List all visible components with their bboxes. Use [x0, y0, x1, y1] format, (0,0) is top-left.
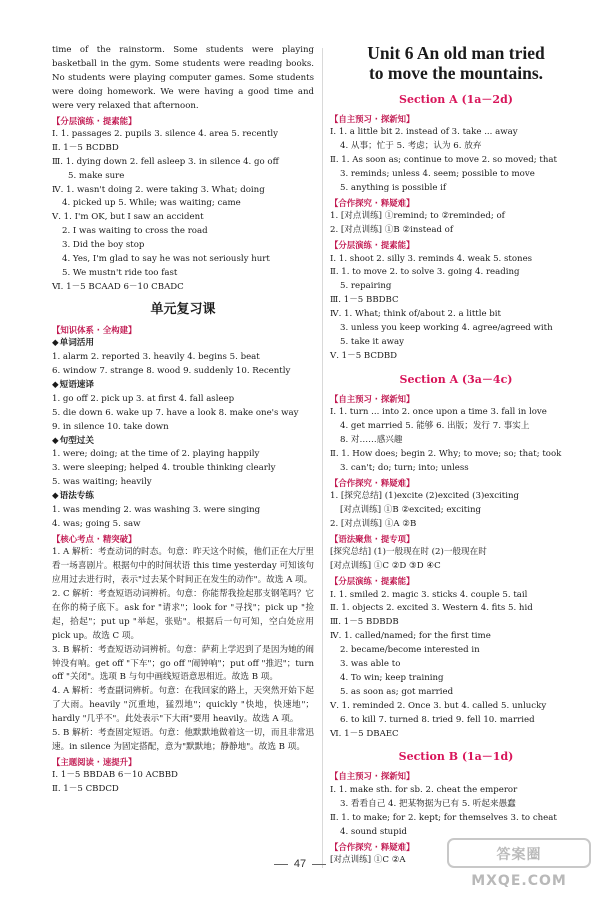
answer-line: 5. repairing [340, 281, 392, 292]
answer-line: 8. 对……感兴趣 [340, 435, 403, 446]
answer-line: 4. was; going 5. saw [52, 519, 141, 529]
answer-line: Ⅳ. 1. wasn't doing 2. were taking 3. What; doing [52, 184, 265, 195]
answer-line: 2. I was waiting to cross the road [62, 226, 208, 237]
answer-line: 3. reminds; unless 4. seem; possible to move [340, 169, 535, 180]
answer-line: 5. as soon as; got married [340, 686, 454, 697]
answer-line: 1. [探究总结] (1)excite (2)excited (3)exciting [330, 491, 520, 502]
answer-line: 1. [对点训练] ①remind; to ②reminded; of [330, 211, 505, 222]
answer-line: Ⅰ. 1. make sth. for sb. 2. cheat the emperor [330, 784, 518, 795]
answer-line: 4. picked up 5. While; was waiting; came [62, 198, 241, 209]
answer-line: [对点训练] ①C ②D ③D ④C [330, 561, 441, 572]
answer-line: 2. [对点训练] ①B ②instead of [330, 225, 454, 236]
unit-title-line2: to move the mountains. [368, 63, 544, 83]
subheading-text: 句型过关 [59, 435, 94, 446]
answer-line: Ⅳ. 1. What; think of/about 2. a little bit [330, 309, 501, 320]
answer-line: 3. were sleeping; helped 4. trouble thinking clearly [52, 463, 276, 474]
answer-line: 5. anything is possible if [340, 183, 447, 194]
section-tag: 【合作探究 · 释疑难】 [330, 841, 415, 852]
subheading-text: 短语速译 [59, 379, 94, 390]
answer-line: 2. became/become interested in [340, 645, 480, 656]
section-tag: 【分层演练 · 提素能】 [52, 115, 137, 126]
watermark-text: MXQE.COM [471, 873, 567, 889]
section-tag: 【分层演练 · 提素能】 [330, 240, 415, 251]
answer-line: 5. make sure [68, 170, 125, 181]
paragraph: 2. C 解析：考查短语动词辨析。句意：你能帮我捡起那支钢笔吗？它在你的椅子底下。ask for "请求"；look for "寻找"；pick up "捡起，拾起"；put up "举起，张贴"。根据后一句可知，空白处应用 pick up。故选 C 项。 [52, 589, 314, 641]
answer-line: 2. [对点训练] ①A ②B [330, 518, 417, 529]
answer-line: 4. 从事；忙于 5. 考虑；认为 6. 放弃 [340, 141, 482, 152]
answer-line: 3. unless you keep working 4. agree/agreed with [340, 323, 553, 334]
subheading [52, 490, 314, 504]
answer-line: Ⅵ. 1－5 BCAAD 6－10 CBADC [52, 281, 184, 292]
section-tag: 【自主预习 · 探新知】 [330, 771, 415, 782]
section-heading: Section B (1a－1d) [398, 750, 514, 764]
answer-line: 4. To win; keep training [340, 672, 444, 683]
watermark-logo [444, 833, 594, 893]
answer-line: 1. were; doing; at the time of 2. playing happily [52, 449, 260, 460]
answer-line: Ⅰ. 1－5 BBDAB 6－10 ACBBD [52, 770, 178, 781]
section-tag: 【分层演练 · 提素能】 [330, 576, 415, 587]
diamond-icon: ◆ [52, 379, 59, 390]
subheading-text: 语法专练 [59, 491, 94, 502]
subheading [52, 379, 314, 393]
answer-line: Ⅱ. 1－5 CBDCD [52, 784, 119, 795]
answer-line: 3. 看看自己 4. 把某物据为已有 5. 听起来愚蠢 [340, 798, 516, 809]
right-column [330, 44, 582, 868]
answer-line: 3. Did the boy stop [62, 240, 145, 251]
answer-line: Ⅱ. 1. to move 2. to solve 3. going 4. reading [330, 267, 520, 278]
diamond-icon: ◆ [52, 491, 59, 502]
section-tag: 【核心考点 · 精突破】 [52, 533, 137, 544]
paragraph: time of the rainstorm. Some students were playing basketball in the gym. Some students were reading books. No students were playing computer games. Some students were doing homework. We were having a good time and were very relaxed that afternoon. [52, 45, 314, 111]
answer-line: [对点训练] ①B ②excited; exciting [340, 505, 482, 516]
answer-line: 6. window 7. strange 8. wood 9. suddenly 10. Recently [52, 366, 291, 377]
answer-line: 5. die down 6. wake up 7. have a look 8. make one's way [52, 407, 299, 418]
answer-line: Ⅲ. 1－5 BBDBC [330, 295, 399, 306]
column-divider [322, 48, 323, 868]
section-tag: 【合作探究 · 释疑难】 [330, 477, 415, 488]
subheading [52, 337, 314, 351]
section-tag: 【语法聚焦 · 提专项】 [330, 533, 415, 544]
section-heading: Section A (1a－2d) [399, 93, 513, 106]
answer-line: 1. alarm 2. reported 3. heavily 4. begins 5. beat [52, 352, 260, 363]
answer-line: Ⅰ. 1. turn ... into 2. once upon a time 3. fall in love [330, 407, 547, 418]
answer-line: [对点训练] ①C ②A [330, 854, 406, 865]
unit-title-line1: Unit 6 An old man tried [367, 43, 545, 63]
answer-line: Ⅱ. 1. to make; for 2. kept; for themselves 3. to cheat [330, 812, 557, 823]
paragraph: 1. A 解析：考查动词的时态。句意：昨天这个时候，他们正在大厅里看一场喜剧片。根据句中的时间状语 this time yesterday 可知该句应用过去进行时，表示"过去某个时间正在发生的动作"。故选 A 项。 [52, 547, 314, 586]
answer-line: 5. We mustn't ride too fast [62, 268, 178, 278]
answer-line: 5. was waiting; heavily [52, 477, 152, 488]
section-tag: 【主题阅读 · 速提升】 [52, 756, 137, 767]
answer-line: Ⅰ. 1. a little bit 2. instead of 3. take ... away [330, 127, 518, 138]
left-column [52, 44, 314, 797]
answer-line: 1. go off 2. pick up 3. at first 4. fall asleep [52, 393, 235, 404]
answer-line: 9. in silence 10. take down [52, 421, 169, 432]
answer-line: 6. to kill 7. turned 8. tried 9. fell 10. married [340, 714, 535, 725]
answer-line: Ⅳ. 1. called/named; for the first time [330, 631, 491, 642]
answer-line: Ⅱ. 1－5 BCDBD [52, 142, 119, 153]
section-tag: 【知识体系 · 全构建】 [52, 324, 137, 335]
watermark-glyphs: 答案圈 [496, 847, 542, 863]
paragraph: 4. A 解析：考查副词辨析。句意：在我回家的路上，天突然开始下起了大雨。heavily "沉重地，猛烈地"；quickly "快地，快速地"；hardly "几乎不"。此处表示"下大雨"要用 heavily。故选 A 项。 [52, 686, 314, 725]
answer-line: Ⅵ. 1－5 DBAEC [330, 728, 399, 739]
section-title: 单元复习课 [150, 301, 216, 317]
answer-line: Ⅰ. 1. passages 2. pupils 3. silence 4. area 5. recently [52, 128, 279, 139]
answer-line: Ⅴ. 1－5 BCDBD [330, 350, 398, 361]
answer-line: Ⅴ. 1. I'm OK, but I saw an accident [52, 212, 204, 223]
subheading-text: 单词活用 [59, 338, 94, 349]
paragraph: 3. B 解析：考查短语动词辨析。句意：萨莉上学迟到了是因为她的闹钟没有响。get off "下车"；go off "闹钟响"；put off "推迟"；turn off "关闭"。选项 B 与句中画线短语意思相近。故选 B 项。 [52, 644, 314, 683]
answer-line: 4. Yes, I'm glad to say he was not seriously hurt [62, 254, 270, 265]
answer-line: 3. can't; do; turn; into; unless [340, 462, 469, 473]
answer-line: Ⅲ. 1. dying down 2. fell asleep 3. in silence 4. go off [52, 156, 279, 167]
section-heading: Section A (3a－4c) [399, 372, 513, 386]
answer-line: [探究总结] (1)一般现在时 (2)一般现在时 [330, 547, 487, 558]
answer-line: 5. take it away [340, 337, 404, 347]
answer-line: Ⅱ. 1. objects 2. excited 3. Western 4. fits 5. hid [330, 603, 533, 614]
page-number-text: 47 [293, 858, 307, 870]
answer-line: Ⅰ. 1. shoot 2. silly 3. reminds 4. weak 5. stones [330, 253, 533, 264]
section-tag: 【自主预习 · 探新知】 [330, 114, 415, 124]
paragraph: 5. B 解析：考查固定短语。句意：他默默地做着这一切，而且非常迅速。in silence 为固定搭配，意为"默默地；静静地"。故选 B 项。 [52, 728, 314, 752]
answer-line: 4. sound stupid [340, 826, 407, 837]
diamond-icon: ◆ [52, 338, 59, 349]
section-tag: 【自主预习 · 探新知】 [330, 393, 415, 404]
section-tag: 【合作探究 · 释疑难】 [330, 197, 415, 208]
answer-line: 1. was mending 2. was washing 3. were singing [52, 505, 261, 516]
right-column-body [330, 90, 582, 868]
answer-line: Ⅱ. 1. As soon as; continue to move 2. so moved; that [330, 155, 557, 166]
subheading [52, 435, 314, 449]
answer-line: Ⅴ. 1. reminded 2. Once 3. but 4. called 5. unlucky [330, 700, 547, 711]
answer-line: Ⅰ. 1. smiled 2. magic 3. sticks 4. couple 5. tail [330, 589, 528, 600]
answer-line: 4. get married 5. 能够 6. 出版；发行 7. 事实上 [340, 421, 530, 432]
answer-line: Ⅱ. 1. How does; begin 2. Why; to move; so; that; took [330, 448, 562, 459]
answer-line: Ⅲ. 1－5 BDBDB [330, 617, 399, 628]
diamond-icon: ◆ [52, 435, 59, 446]
answer-line: 3. was able to [340, 659, 401, 670]
